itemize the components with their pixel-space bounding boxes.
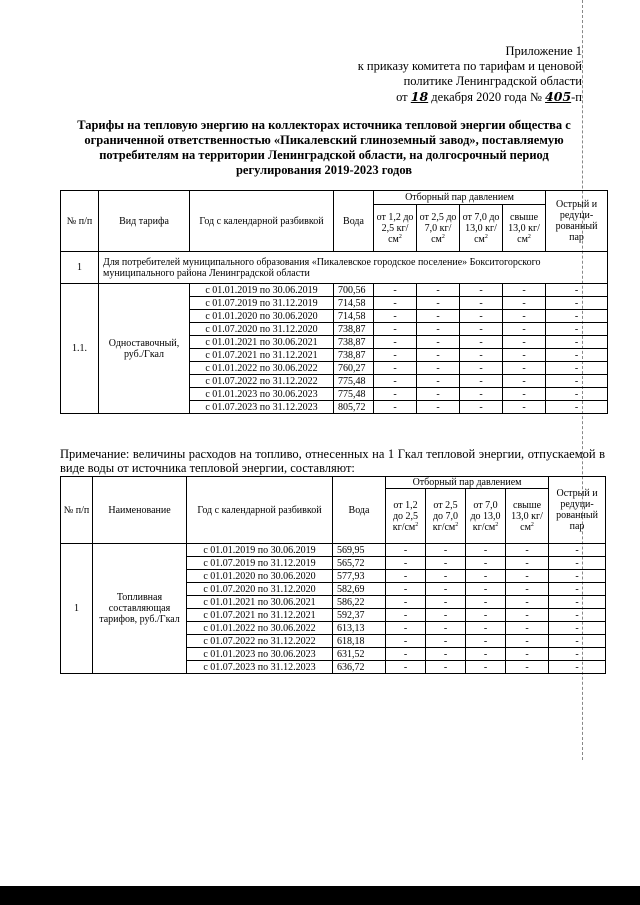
order-number: 405	[545, 89, 572, 104]
empty-dash-cell: -	[546, 297, 608, 310]
period-cell: с 01.07.2022 по 31.12.2022	[190, 375, 334, 388]
tariff-table	[60, 190, 608, 414]
period-cell: с 01.01.2023 по 30.06.2023	[187, 648, 333, 661]
empty-dash-cell: -	[506, 661, 549, 674]
empty-dash-cell: -	[386, 635, 426, 648]
water-value-cell: 775,48	[334, 388, 374, 401]
header-p2: от 2,5 до 7,0 $кг/см^2$	[417, 205, 460, 252]
water-value-cell: 760,27	[334, 362, 374, 375]
empty-dash-cell: -	[549, 596, 606, 609]
empty-dash-cell: -	[546, 284, 608, 297]
appendix-order-line: к приказу комитета по тарифам и ценовой	[357, 59, 582, 73]
water-value-cell: 775,48	[334, 375, 374, 388]
empty-dash-cell: -	[503, 310, 546, 323]
empty-dash-cell: -	[506, 635, 549, 648]
empty-dash-cell: -	[426, 596, 466, 609]
empty-dash-cell: -	[460, 349, 503, 362]
empty-dash-cell: -	[426, 570, 466, 583]
appendix-header	[322, 44, 582, 105]
water-value-cell: 577,93	[333, 570, 386, 583]
empty-dash-cell: -	[546, 401, 608, 414]
empty-dash-cell: -	[546, 362, 608, 375]
water-value-cell: 613,13	[333, 622, 386, 635]
empty-dash-cell: -	[374, 336, 417, 349]
period-cell: с 01.01.2021 по 30.06.2021	[190, 336, 334, 349]
empty-dash-cell: -	[417, 401, 460, 414]
empty-dash-cell: -	[374, 362, 417, 375]
empty-dash-cell: -	[460, 336, 503, 349]
scan-bottom-edge	[0, 886, 640, 905]
period-cell: с 01.07.2019 по 31.12.2019	[187, 557, 333, 570]
empty-dash-cell: -	[466, 596, 506, 609]
empty-dash-cell: -	[503, 297, 546, 310]
empty-dash-cell: -	[460, 375, 503, 388]
header-num: № п/п	[61, 191, 99, 252]
empty-dash-cell: -	[546, 375, 608, 388]
period-cell: с 01.01.2022 по 30.06.2022	[187, 622, 333, 635]
empty-dash-cell: -	[460, 323, 503, 336]
empty-dash-cell: -	[466, 622, 506, 635]
empty-dash-cell: -	[503, 388, 546, 401]
empty-dash-cell: -	[466, 609, 506, 622]
empty-dash-cell: -	[374, 349, 417, 362]
period-cell: с 01.01.2019 по 30.06.2019	[190, 284, 334, 297]
period-cell: с 01.01.2023 по 30.06.2023	[190, 388, 334, 401]
empty-dash-cell: -	[503, 401, 546, 414]
empty-dash-cell: -	[386, 609, 426, 622]
empty-dash-cell: -	[503, 284, 546, 297]
empty-dash-cell: -	[546, 388, 608, 401]
header-water: Вода	[334, 191, 374, 252]
header-water: Вода	[333, 477, 386, 544]
empty-dash-cell: -	[426, 557, 466, 570]
date-middle: декабря 2020 года №	[431, 90, 542, 104]
empty-dash-cell: -	[386, 648, 426, 661]
header-p4: свыше 13,0 $кг/см^2$	[503, 205, 546, 252]
empty-dash-cell: -	[386, 570, 426, 583]
period-cell: с 01.01.2022 по 30.06.2022	[190, 362, 334, 375]
empty-dash-cell: -	[460, 362, 503, 375]
empty-dash-cell: -	[417, 310, 460, 323]
header-p3: от 7,0 до 13,0 $кг/см^2$	[466, 489, 506, 544]
header-num: № п/п	[61, 477, 93, 544]
empty-dash-cell: -	[386, 544, 426, 557]
empty-dash-cell: -	[374, 284, 417, 297]
empty-dash-cell: -	[466, 661, 506, 674]
period-cell: с 01.07.2020 по 31.12.2020	[187, 583, 333, 596]
period-cell: с 01.01.2020 по 30.06.2020	[190, 310, 334, 323]
appendix-committee-line: политике Ленинградской области	[403, 74, 582, 88]
empty-dash-cell: -	[386, 622, 426, 635]
row-label: Топливная составляющая тарифов, руб./Гкал	[93, 544, 187, 674]
water-value-cell: 569,95	[333, 544, 386, 557]
period-cell: с 01.01.2020 по 30.06.2020	[187, 570, 333, 583]
header-p1: от 1,2 до 2,5 $кг/см^2$	[374, 205, 417, 252]
empty-dash-cell: -	[386, 661, 426, 674]
empty-dash-cell: -	[549, 583, 606, 596]
header-steam-group: Отборный пар давлением	[386, 477, 549, 489]
water-value-cell: 714,58	[334, 310, 374, 323]
empty-dash-cell: -	[374, 388, 417, 401]
water-value-cell: 805,72	[334, 401, 374, 414]
empty-dash-cell: -	[549, 622, 606, 635]
empty-dash-cell: -	[426, 648, 466, 661]
water-value-cell: 586,22	[333, 596, 386, 609]
order-day: 18	[410, 89, 429, 104]
empty-dash-cell: -	[506, 583, 549, 596]
empty-dash-cell: -	[466, 583, 506, 596]
empty-dash-cell: -	[417, 388, 460, 401]
empty-dash-cell: -	[374, 401, 417, 414]
table-row	[61, 284, 608, 297]
empty-dash-cell: -	[460, 401, 503, 414]
empty-dash-cell: -	[426, 635, 466, 648]
empty-dash-cell: -	[426, 609, 466, 622]
empty-dash-cell: -	[503, 323, 546, 336]
empty-dash-cell: -	[417, 297, 460, 310]
empty-dash-cell: -	[374, 297, 417, 310]
header-year: Год с календарной разбивкой	[190, 191, 334, 252]
empty-dash-cell: -	[386, 596, 426, 609]
header-p4: свыше 13,0 $кг/см^2$	[506, 489, 549, 544]
note-text: Примечание: величины расходов на топливо, отнесенных на 1 Гкал тепловой энергии, отпускаемой в виде воды от источника тепловой энергии, составляют:	[60, 447, 605, 475]
period-cell: с 01.07.2021 по 31.12.2021	[187, 609, 333, 622]
empty-dash-cell: -	[549, 635, 606, 648]
water-value-cell: 636,72	[333, 661, 386, 674]
water-value-cell: 700,56	[334, 284, 374, 297]
empty-dash-cell: -	[506, 609, 549, 622]
empty-dash-cell: -	[374, 375, 417, 388]
empty-dash-cell: -	[503, 375, 546, 388]
row-label: Одноставочный, руб./Гкал	[99, 284, 190, 414]
empty-dash-cell: -	[503, 362, 546, 375]
empty-dash-cell: -	[374, 310, 417, 323]
section-num: 1	[61, 252, 99, 284]
period-cell: с 01.07.2023 по 31.12.2023	[187, 661, 333, 674]
water-value-cell: 714,58	[334, 297, 374, 310]
appendix-title: Приложение 1	[505, 44, 582, 58]
empty-dash-cell: -	[466, 544, 506, 557]
empty-dash-cell: -	[417, 362, 460, 375]
period-cell: с 01.07.2023 по 31.12.2023	[190, 401, 334, 414]
water-value-cell: 738,87	[334, 336, 374, 349]
date-prefix: от	[396, 90, 408, 104]
empty-dash-cell: -	[417, 349, 460, 362]
header-sharp-steam: Острый и редуци-рованный пар	[549, 477, 606, 544]
empty-dash-cell: -	[417, 284, 460, 297]
empty-dash-cell: -	[503, 349, 546, 362]
empty-dash-cell: -	[506, 544, 549, 557]
empty-dash-cell: -	[466, 570, 506, 583]
empty-dash-cell: -	[546, 323, 608, 336]
empty-dash-cell: -	[417, 375, 460, 388]
empty-dash-cell: -	[417, 323, 460, 336]
empty-dash-cell: -	[426, 583, 466, 596]
empty-dash-cell: -	[506, 596, 549, 609]
section-consumer-text: Для потребителей муниципального образования «Пикалевское городское поселение» Бокситогорского муниципального района Ленинградской области	[99, 252, 608, 284]
header-name: Наименование	[93, 477, 187, 544]
empty-dash-cell: -	[460, 284, 503, 297]
empty-dash-cell: -	[460, 310, 503, 323]
period-cell: с 01.01.2021 по 30.06.2021	[187, 596, 333, 609]
header-steam-group: Отборный пар давлением	[374, 191, 546, 205]
empty-dash-cell: -	[549, 557, 606, 570]
empty-dash-cell: -	[549, 544, 606, 557]
water-value-cell: 565,72	[333, 557, 386, 570]
empty-dash-cell: -	[549, 648, 606, 661]
water-value-cell: 738,87	[334, 323, 374, 336]
header-year: Год с календарной разбивкой	[187, 477, 333, 544]
empty-dash-cell: -	[506, 648, 549, 661]
empty-dash-cell: -	[460, 388, 503, 401]
empty-dash-cell: -	[426, 661, 466, 674]
empty-dash-cell: -	[506, 622, 549, 635]
header-kind: Вид тарифа	[99, 191, 190, 252]
empty-dash-cell: -	[374, 323, 417, 336]
row-number: 1	[61, 544, 93, 674]
empty-dash-cell: -	[549, 609, 606, 622]
water-value-cell: 631,52	[333, 648, 386, 661]
water-value-cell: 618,18	[333, 635, 386, 648]
empty-dash-cell: -	[506, 557, 549, 570]
empty-dash-cell: -	[426, 544, 466, 557]
empty-dash-cell: -	[549, 661, 606, 674]
empty-dash-cell: -	[426, 622, 466, 635]
empty-dash-cell: -	[460, 297, 503, 310]
period-cell: с 01.07.2019 по 31.12.2019	[190, 297, 334, 310]
empty-dash-cell: -	[466, 557, 506, 570]
empty-dash-cell: -	[546, 310, 608, 323]
empty-dash-cell: -	[546, 349, 608, 362]
period-cell: с 01.07.2022 по 31.12.2022	[187, 635, 333, 648]
header-p2: от 2,5 до 7,0 $кг/см^2$	[426, 489, 466, 544]
fuel-component-table	[60, 476, 606, 674]
empty-dash-cell: -	[503, 336, 546, 349]
row-number: 1.1.	[61, 284, 99, 414]
empty-dash-cell: -	[546, 336, 608, 349]
empty-dash-cell: -	[506, 570, 549, 583]
date-suffix: -п	[571, 90, 582, 104]
empty-dash-cell: -	[549, 570, 606, 583]
water-value-cell: 592,37	[333, 609, 386, 622]
period-cell: с 01.01.2019 по 30.06.2019	[187, 544, 333, 557]
appendix-date-line	[322, 89, 582, 105]
header-p1: от 1,2 до 2,5 $кг/см^2$	[386, 489, 426, 544]
empty-dash-cell: -	[466, 648, 506, 661]
water-value-cell: 582,69	[333, 583, 386, 596]
header-p3: от 7,0 до 13,0 $кг/см^2$	[460, 205, 503, 252]
period-cell: с 01.07.2021 по 31.12.2021	[190, 349, 334, 362]
period-cell: с 01.07.2020 по 31.12.2020	[190, 323, 334, 336]
header-sharp-steam: Острый и редуци-рованный пар	[546, 191, 608, 252]
empty-dash-cell: -	[386, 583, 426, 596]
document-title: Тарифы на тепловую энергию на коллекторах источника тепловой энергии общества с ограниченной ответственностью «Пикалевский глиноземный завод», поставляемую потребителям на территории Ленинградской области, на долгосрочный период регулирования 2019-2023 годов	[77, 118, 571, 177]
empty-dash-cell: -	[386, 557, 426, 570]
water-value-cell: 738,87	[334, 349, 374, 362]
table-row	[61, 544, 606, 557]
empty-dash-cell: -	[466, 635, 506, 648]
empty-dash-cell: -	[417, 336, 460, 349]
